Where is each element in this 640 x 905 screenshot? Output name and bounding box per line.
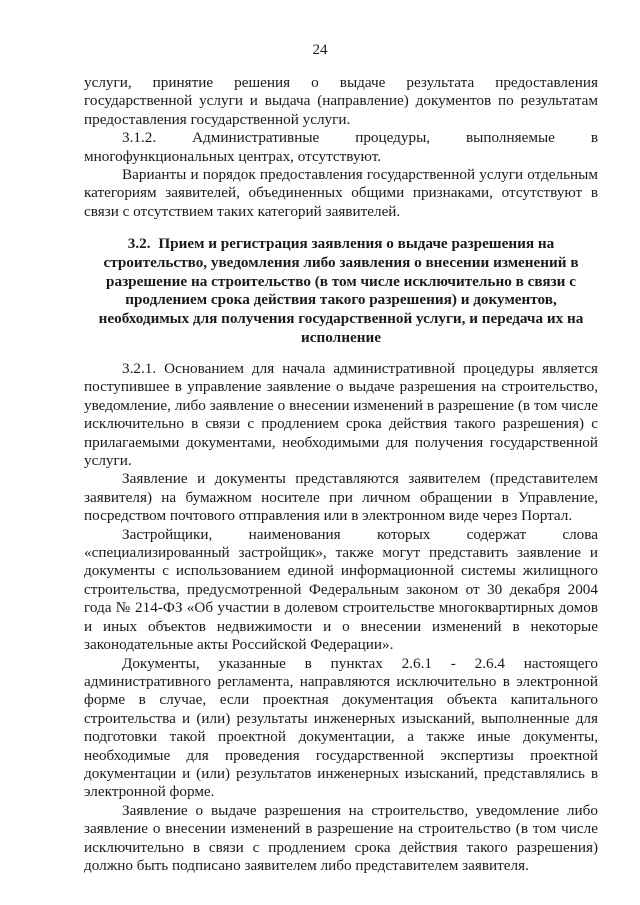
paragraph-submission: Заявление и документы представляются заявителем (представителем заявителя) на бумажном носителе при личном обращении в Управление, посредством почтового отправления или в электронном виде через Портал. (84, 470, 598, 525)
paragraph-variants: Варианты и порядок предоставления государственной услуги отдельным категориям заявителей, объединенных общими признаками, отсутствуют в связи с отсутствием таких категорий заявителей. (84, 166, 598, 220)
paragraph-developers: Застройщики, наименования которых содержат слова «специализированный застройщик», также могут представить заявление и документы с использованием единой информационной системы жилищного строительства, предусмотренной Федеральным законом от 30 декабря 2004 года № 214-ФЗ «Об участии в долевом строительстве многоквартирных домов и иных объектов недвижимости и о внесении изменений в некоторые законодательные акты Российской Федерации». (84, 525, 598, 654)
section-title: Прием и регистрация заявления о выдаче разрешения на строительство, уведомления либо заявления о внесении изменений в разрешение на строительство (в том числе исключительно в связи с продлением срока действия такого разрешения) и документов, необходимых для получения государственной услуги, и передача их на исполнение (98, 235, 584, 346)
paragraph-3-2-1: 3.2.1. Основанием для начала административной процедуры является поступившее в управление заявление о выдаче разрешения на строительство, уведомление, либо заявление о внесении изменений в разрешение (в том числе исключительно в связи с продлением срока действия такого разрешения) с прилагаемыми документами, необходимыми для получения государственной услуги. (84, 360, 598, 470)
paragraph-signature: Заявление о выдаче разрешения на строительство, уведомление либо заявление о внесении изменений в разрешение на строительство (в том числе исключительно в связи с продлением срока действия такого разрешения) должно быть подписано заявителем либо представителем заявителя. (84, 801, 598, 874)
intro-text-block (84, 74, 598, 221)
section-heading-3-2 (84, 235, 598, 348)
paragraph-continuation: услуги, принятие решения о выдаче результата предоставления государственной услуги и выдача (направление) документов по результатам предоставления государственной услуги. (84, 74, 598, 128)
section-text-block (84, 360, 598, 875)
paragraph-electronic-docs: Документы, указанные в пунктах 2.6.1 - 2.6.4 настоящего административного регламента, направляются исключительно в электронной форме в случае, если проектная документация объекта капитального строительства и (или) результаты инженерных изысканий, выполненные для подготовки такой проектной документации, а также иные документы, необходимые для проведения государственной экспертизы проектной документации и (или) результатов инженерных изысканий, представлялись в электронной форме. (84, 654, 598, 801)
page-number: 24 (312, 42, 328, 58)
section-number: 3.2. (127, 235, 151, 252)
paragraph-3-1-2: 3.1.2. Административные процедуры, выполняемые в многофункциональных центрах, отсутствуют. (84, 129, 598, 165)
